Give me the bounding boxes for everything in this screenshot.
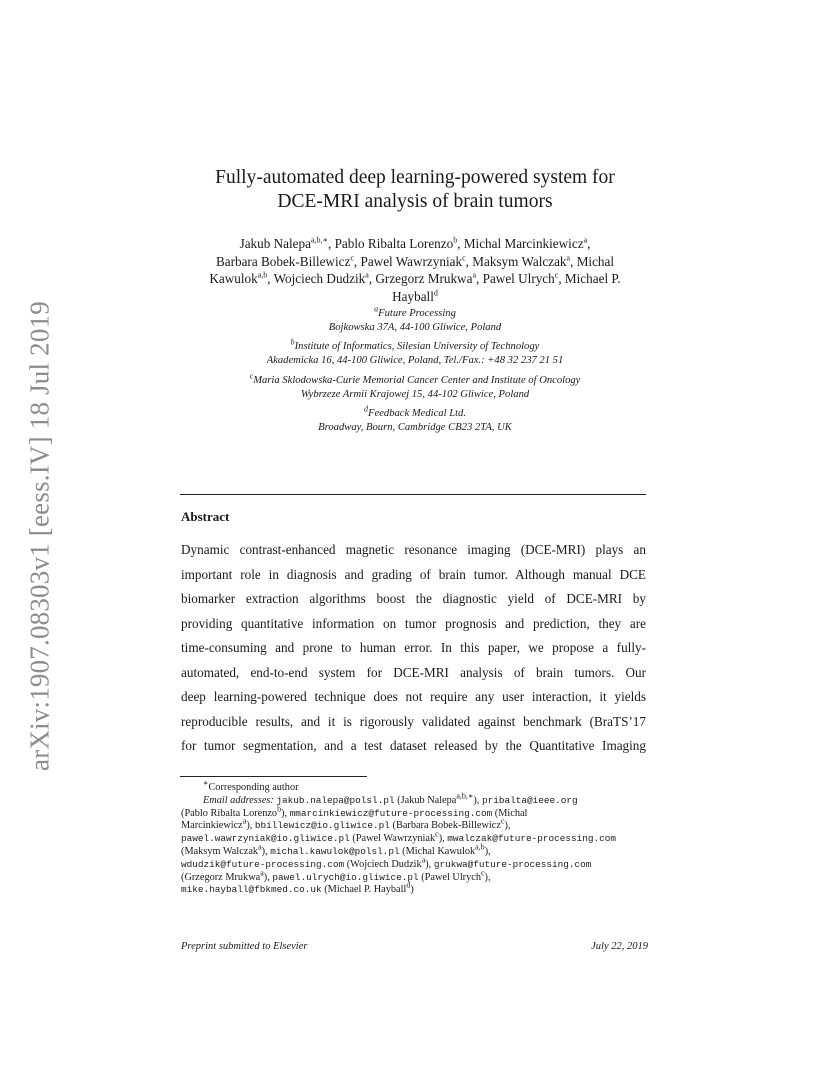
abstract-body	[181, 538, 646, 759]
author-line-1: Jakub Nalepa$^{a,b,∗}$, Pablo Ribalta Lorenzo$^b$, Michal Marcinkiewicz$^a$,	[239, 235, 591, 251]
corresponding-author-note: ∗Corresponding author	[203, 778, 299, 793]
author-name-part: Kawulok	[209, 271, 258, 286]
author-affil-mark: b	[453, 235, 458, 245]
email-link[interactable]: mike.hayball@fbkmed.co.uk	[181, 884, 322, 896]
affil-name: Institute of Informatics, Silesian University of Technology	[294, 341, 540, 352]
email-line-4: pawel.wawrzyniak@io.gliwice.pl (Pawel Wawrzyniak$^c$), mwalczak@future-processing.com	[181, 829, 617, 845]
affil-mark: d	[364, 404, 369, 414]
abstract-line: time-consuming and prone to human error. In this paper, we propose a fully-	[181, 640, 646, 655]
author-line-2: Barbara Bobek-Billewicz$^c$, Pawel Wawrzyniak$^c$, Maksym Walczak$^a$, Michal	[215, 253, 615, 269]
affiliation-d	[168, 404, 662, 435]
author-line-4	[168, 288, 662, 306]
author-affil-mark: c	[462, 253, 466, 263]
author-affil-mark: a	[583, 235, 588, 245]
author-name: Grzegorz Mrukwa	[375, 271, 473, 286]
author-affil-mark: a	[566, 253, 571, 263]
email-link[interactable]: pribalta@ieee.org	[481, 794, 578, 806]
email-link[interactable]: mwalczak@future-processing.com	[447, 833, 617, 845]
author-name: Pawel Wawrzyniak	[360, 253, 463, 269]
affiliation-a	[168, 304, 662, 335]
email-label: Email addresses:	[203, 794, 274, 806]
email-link[interactable]: jakub.nalepa@polsl.pl	[276, 794, 395, 806]
email-link[interactable]: wdudzik@future-processing.com	[181, 858, 345, 870]
abstract-line: biomarker extraction algorithms boost the diagnostic yield of DCE-MRI by	[181, 591, 646, 606]
author-affil-mark: a,b	[257, 270, 268, 280]
abstract-heading: Abstract	[181, 509, 230, 524]
affil-name: Maria Sklodowska-Curie Memorial Cancer Center and Institute of Oncology	[253, 375, 581, 386]
affiliation-c	[168, 371, 662, 402]
abstract-line: providing quantitative information on tumor prognosis and prediction, they are	[181, 615, 646, 631]
email-link[interactable]: michal.kawulok@polsl.pl	[270, 845, 400, 857]
affil-address: Bojkowska 37A, 44-100 Gliwice, Poland	[328, 322, 502, 333]
abstract-line: automated, end-to-end system for DCE-MRI analysis of brain tumors. Our	[181, 664, 646, 680]
preprint-date: July 22, 2019	[591, 941, 648, 952]
arxiv-identifier-stamp: arXiv:1907.08303v1 [eess.IV] 18 Jul 2019	[24, 301, 55, 771]
abstract-line: important role in diagnosis and grading of brain tumor. Although manual DCE	[181, 566, 646, 582]
affil-mark: c	[249, 371, 254, 381]
author-name: Pawel Ulrych	[482, 271, 555, 286]
abstract-top-rule	[180, 494, 646, 495]
author-name-part: Hayball	[392, 288, 434, 304]
email-line-2: (Pablo Ribalta Lorenzo$^b$), mmarcinkiewicz@future-processing.com (Michal	[181, 804, 528, 819]
affil-name: Future Processing	[378, 308, 456, 319]
affil-address: Wybrzeze Armii Krajowej 15, 44-102 Gliwice, Poland	[300, 389, 530, 400]
email-link[interactable]: mmarcinkiewicz@future-processing.com	[289, 807, 493, 819]
title-line-2: DCE-MRI analysis of brain tumors	[277, 191, 553, 212]
author-name: Jakub Nalepa	[239, 236, 311, 251]
email-link[interactable]: grukwa@future-processing.com	[433, 858, 592, 870]
author-affil-mark: a	[365, 270, 369, 280]
affil-name: Feedback Medical Ltd.	[368, 408, 466, 419]
author-affil-mark: c	[554, 270, 559, 280]
email-line-3: Marcinkiewicz$^a$), bbillewicz@io.gliwice.pl (Barbara Bobek-Billewicz$^c$),	[181, 816, 511, 832]
author-name-part: Michal	[576, 253, 615, 269]
author-line-3: Kawulok$^{a,b}$, Wojciech Dudzik$^a$, Grzegorz Mrukwa$^a$, Pawel Ulrych$^c$, Michael P.	[209, 270, 621, 286]
email-link[interactable]: pawel.ulrych@io.gliwice.pl	[272, 871, 419, 883]
abstract-line: reproducible results, and it is rigorously validated against benchmark (BraTS’17	[181, 713, 646, 729]
author-affil-mark: d	[433, 288, 438, 298]
affil-address: Broadway, Bourn, Cambridge CB23 2TA, UK	[318, 422, 512, 433]
author-affil-mark: c	[350, 253, 354, 263]
footnotes	[181, 778, 651, 897]
author-name: Pablo Ribalta Lorenzo	[334, 236, 454, 251]
preprint-note: Preprint submitted to Elsevier	[181, 941, 308, 952]
email-line-1: Email addresses: jakub.nalepa@polsl.pl (Jakub Nalepa$^{a,b,∗}$), pribalta@ieee.org	[203, 791, 578, 806]
author-list	[168, 235, 662, 305]
author-name: Michal Marcinkiewicz	[463, 236, 584, 251]
abstract-line: deep learning-powered technique does not require any user interaction, it yields	[181, 689, 646, 704]
email-line-8: mike.hayball@fbkmed.co.uk (Michael P. Hayball$^d$)	[181, 880, 414, 896]
abstract-line: for tumor segmentation, and a test dataset released by the Quantitative Imaging	[181, 738, 646, 753]
paper-title	[130, 166, 700, 214]
author-affil-mark: a	[472, 270, 477, 280]
email-line-5: (Maksym Walczak$^a$), michal.kawulok@polsl.pl (Michal Kawulok$^{a,b}$),	[181, 842, 491, 857]
author-name: Wojciech Dudzik	[273, 271, 366, 286]
email-link[interactable]: bbillewicz@io.gliwice.pl	[254, 820, 390, 832]
affiliation-b	[168, 337, 662, 368]
abstract-line: Dynamic contrast-enhanced magnetic resonance imaging (DCE-MRI) plays an	[181, 542, 646, 557]
author-name-part: Michael P.	[564, 271, 621, 286]
author-name: Barbara Bobek-Billewicz	[215, 253, 351, 269]
author-name: Maksym Walczak	[472, 253, 567, 269]
email-line-7: (Grzegorz Mrukwa$^a$), pawel.ulrych@io.gliwice.pl (Pawel Ulrych$^c$),	[181, 868, 491, 883]
affil-mark: a	[374, 304, 379, 314]
affil-address: Akademicka 16, 44-100 Gliwice, Poland, Tel./Fax.: +48 32 237 21 51	[266, 355, 564, 366]
title-line-1: Fully-automated deep learning-powered system for	[215, 167, 615, 188]
author-affil-mark: a,b,∗	[310, 235, 328, 245]
footnote-rule	[180, 776, 367, 777]
email-line-6: wdudzik@future-processing.com (Wojciech Dudzik$^a$), grukwa@future-processing.com	[181, 855, 592, 870]
affil-mark: b	[290, 337, 295, 347]
email-link[interactable]: pawel.wawrzyniak@io.gliwice.pl	[181, 833, 350, 845]
